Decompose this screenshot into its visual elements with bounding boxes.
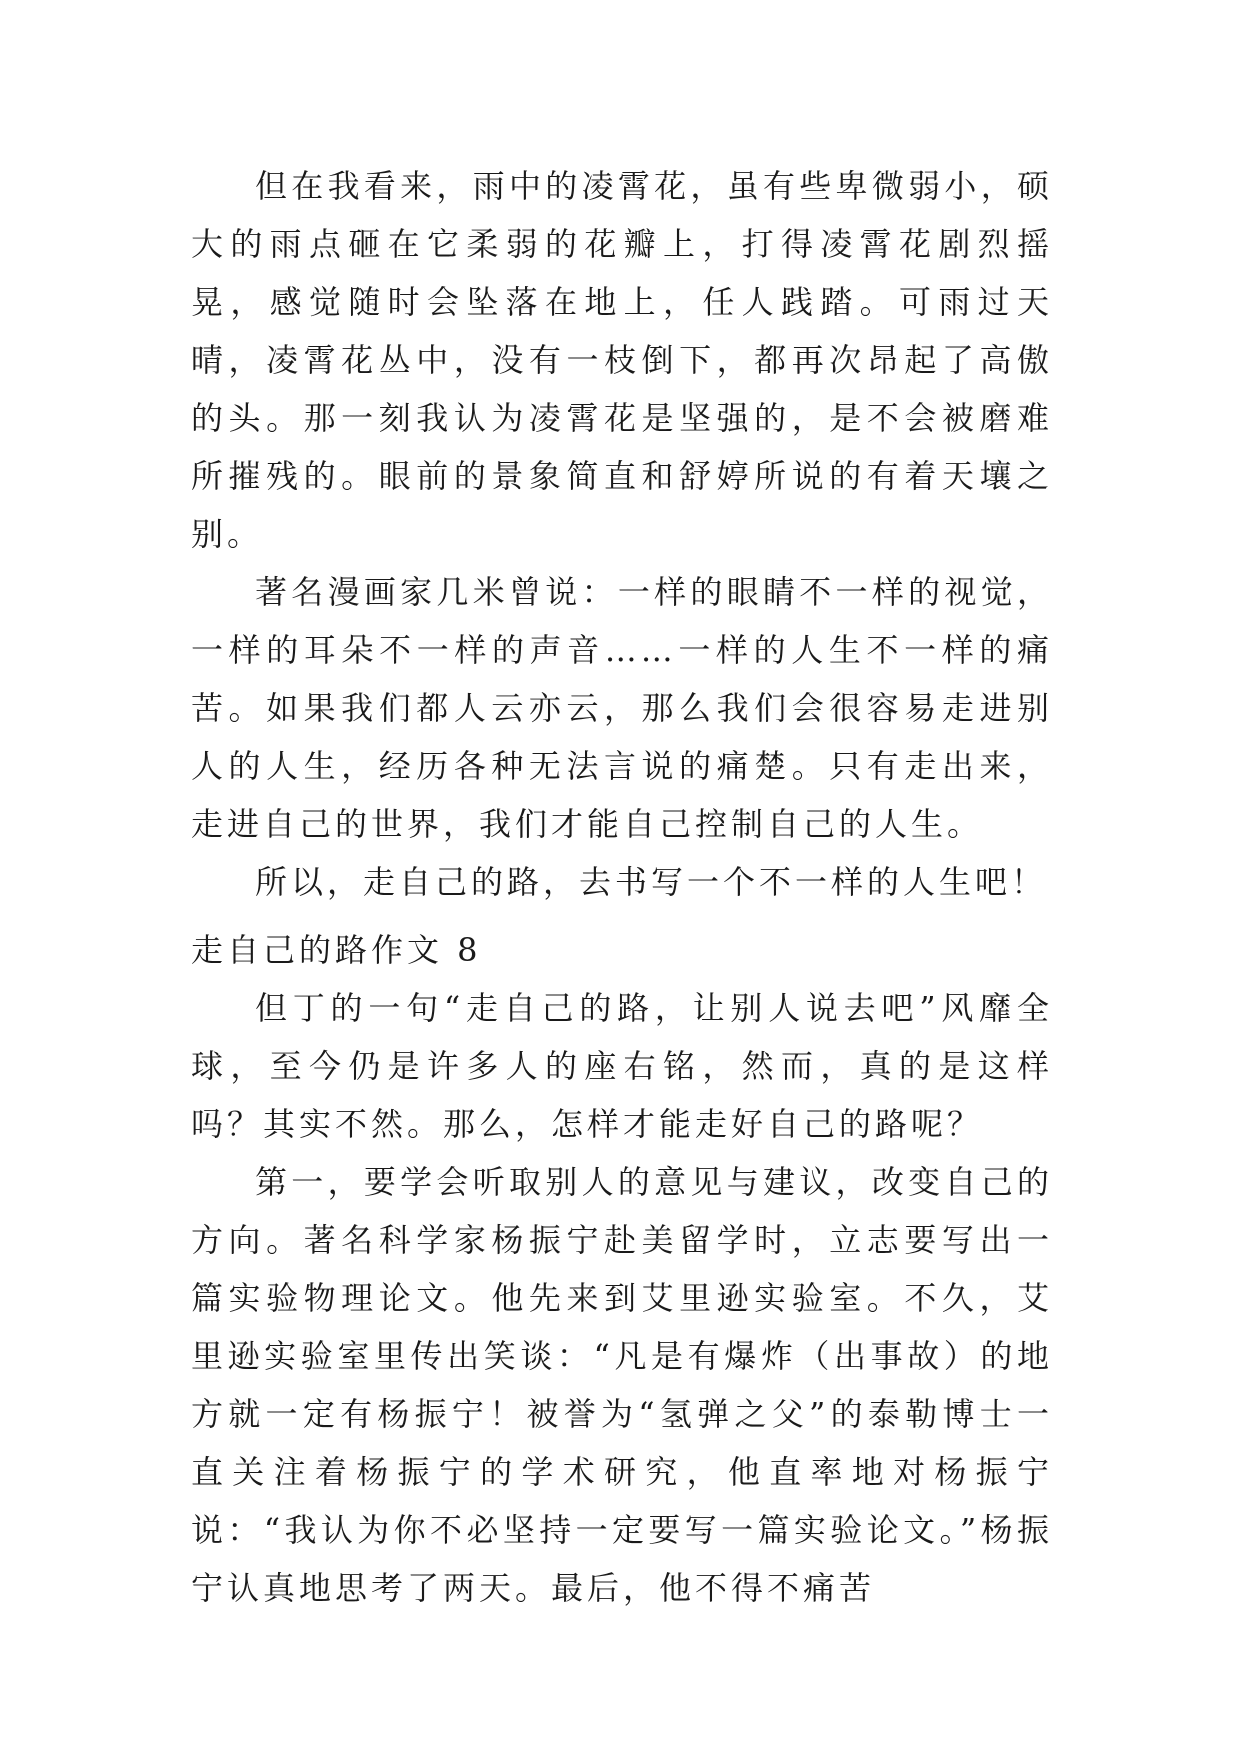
essay-heading: 走自己的路作文 8 bbox=[191, 931, 482, 969]
essay-8 bbox=[191, 921, 1053, 1617]
paragraph-lingxiao-flower: 但在我看来，雨中的凌霄花，虽有些卑微弱小，硕大的雨点砸在它柔弱的花瓣上，打得凌霄花剧烈摇晃，感觉随时会坠落在地上，任人践踏。可雨过天晴，凌霄花丛中，没有一枝倒下，都再次昂起了高傲的头。那一刻我认为凌霄花是坚强的，是不会被磨难所摧残的。眼前的景象简直和舒婷所说的有着天壤之别。 bbox=[191, 167, 1053, 553]
paragraph-conclusion: 所以，走自己的路，去书写一个不一样的人生吧！ bbox=[255, 863, 1048, 901]
paragraph-jimi-quote: 著名漫画家几米曾说：一样的眼睛不一样的视觉，一样的耳朵不一样的声音……一样的人生不一样的痛苦。如果我们都人云亦云，那么我们会很容易走进别人的人生，经历各种无法言说的痛楚。只有走出来，走进自己的世界，我们才能自己控制自己的人生。 bbox=[191, 573, 1053, 843]
essay-continuation bbox=[191, 157, 1053, 911]
paragraph-yang-zhenning: 第一，要学会听取别人的意见与建议，改变自己的方向。著名科学家杨振宁赴美留学时，立志要写出一篇实验物理论文。他先来到艾里逊实验室。不久，艾里逊实验室里传出笑谈：“凡是有爆炸（出事故）的地方就一定有杨振宁！被誉为“氢弹之父”的泰勒博士一直关注着杨振宁的学术研究，他直率地对杨振宁说：“我认为你不必坚持一定要写一篇实验论文。”杨振宁认真地思考了两天。最后，他不得不痛苦 bbox=[191, 1163, 1053, 1607]
paragraph-dante-quote: 但丁的一句“走自己的路，让别人说去吧”风靡全球，至今仍是许多人的座右铭，然而，真的是这样吗？其实不然。那么，怎样才能走好自己的路呢？ bbox=[191, 989, 1053, 1143]
